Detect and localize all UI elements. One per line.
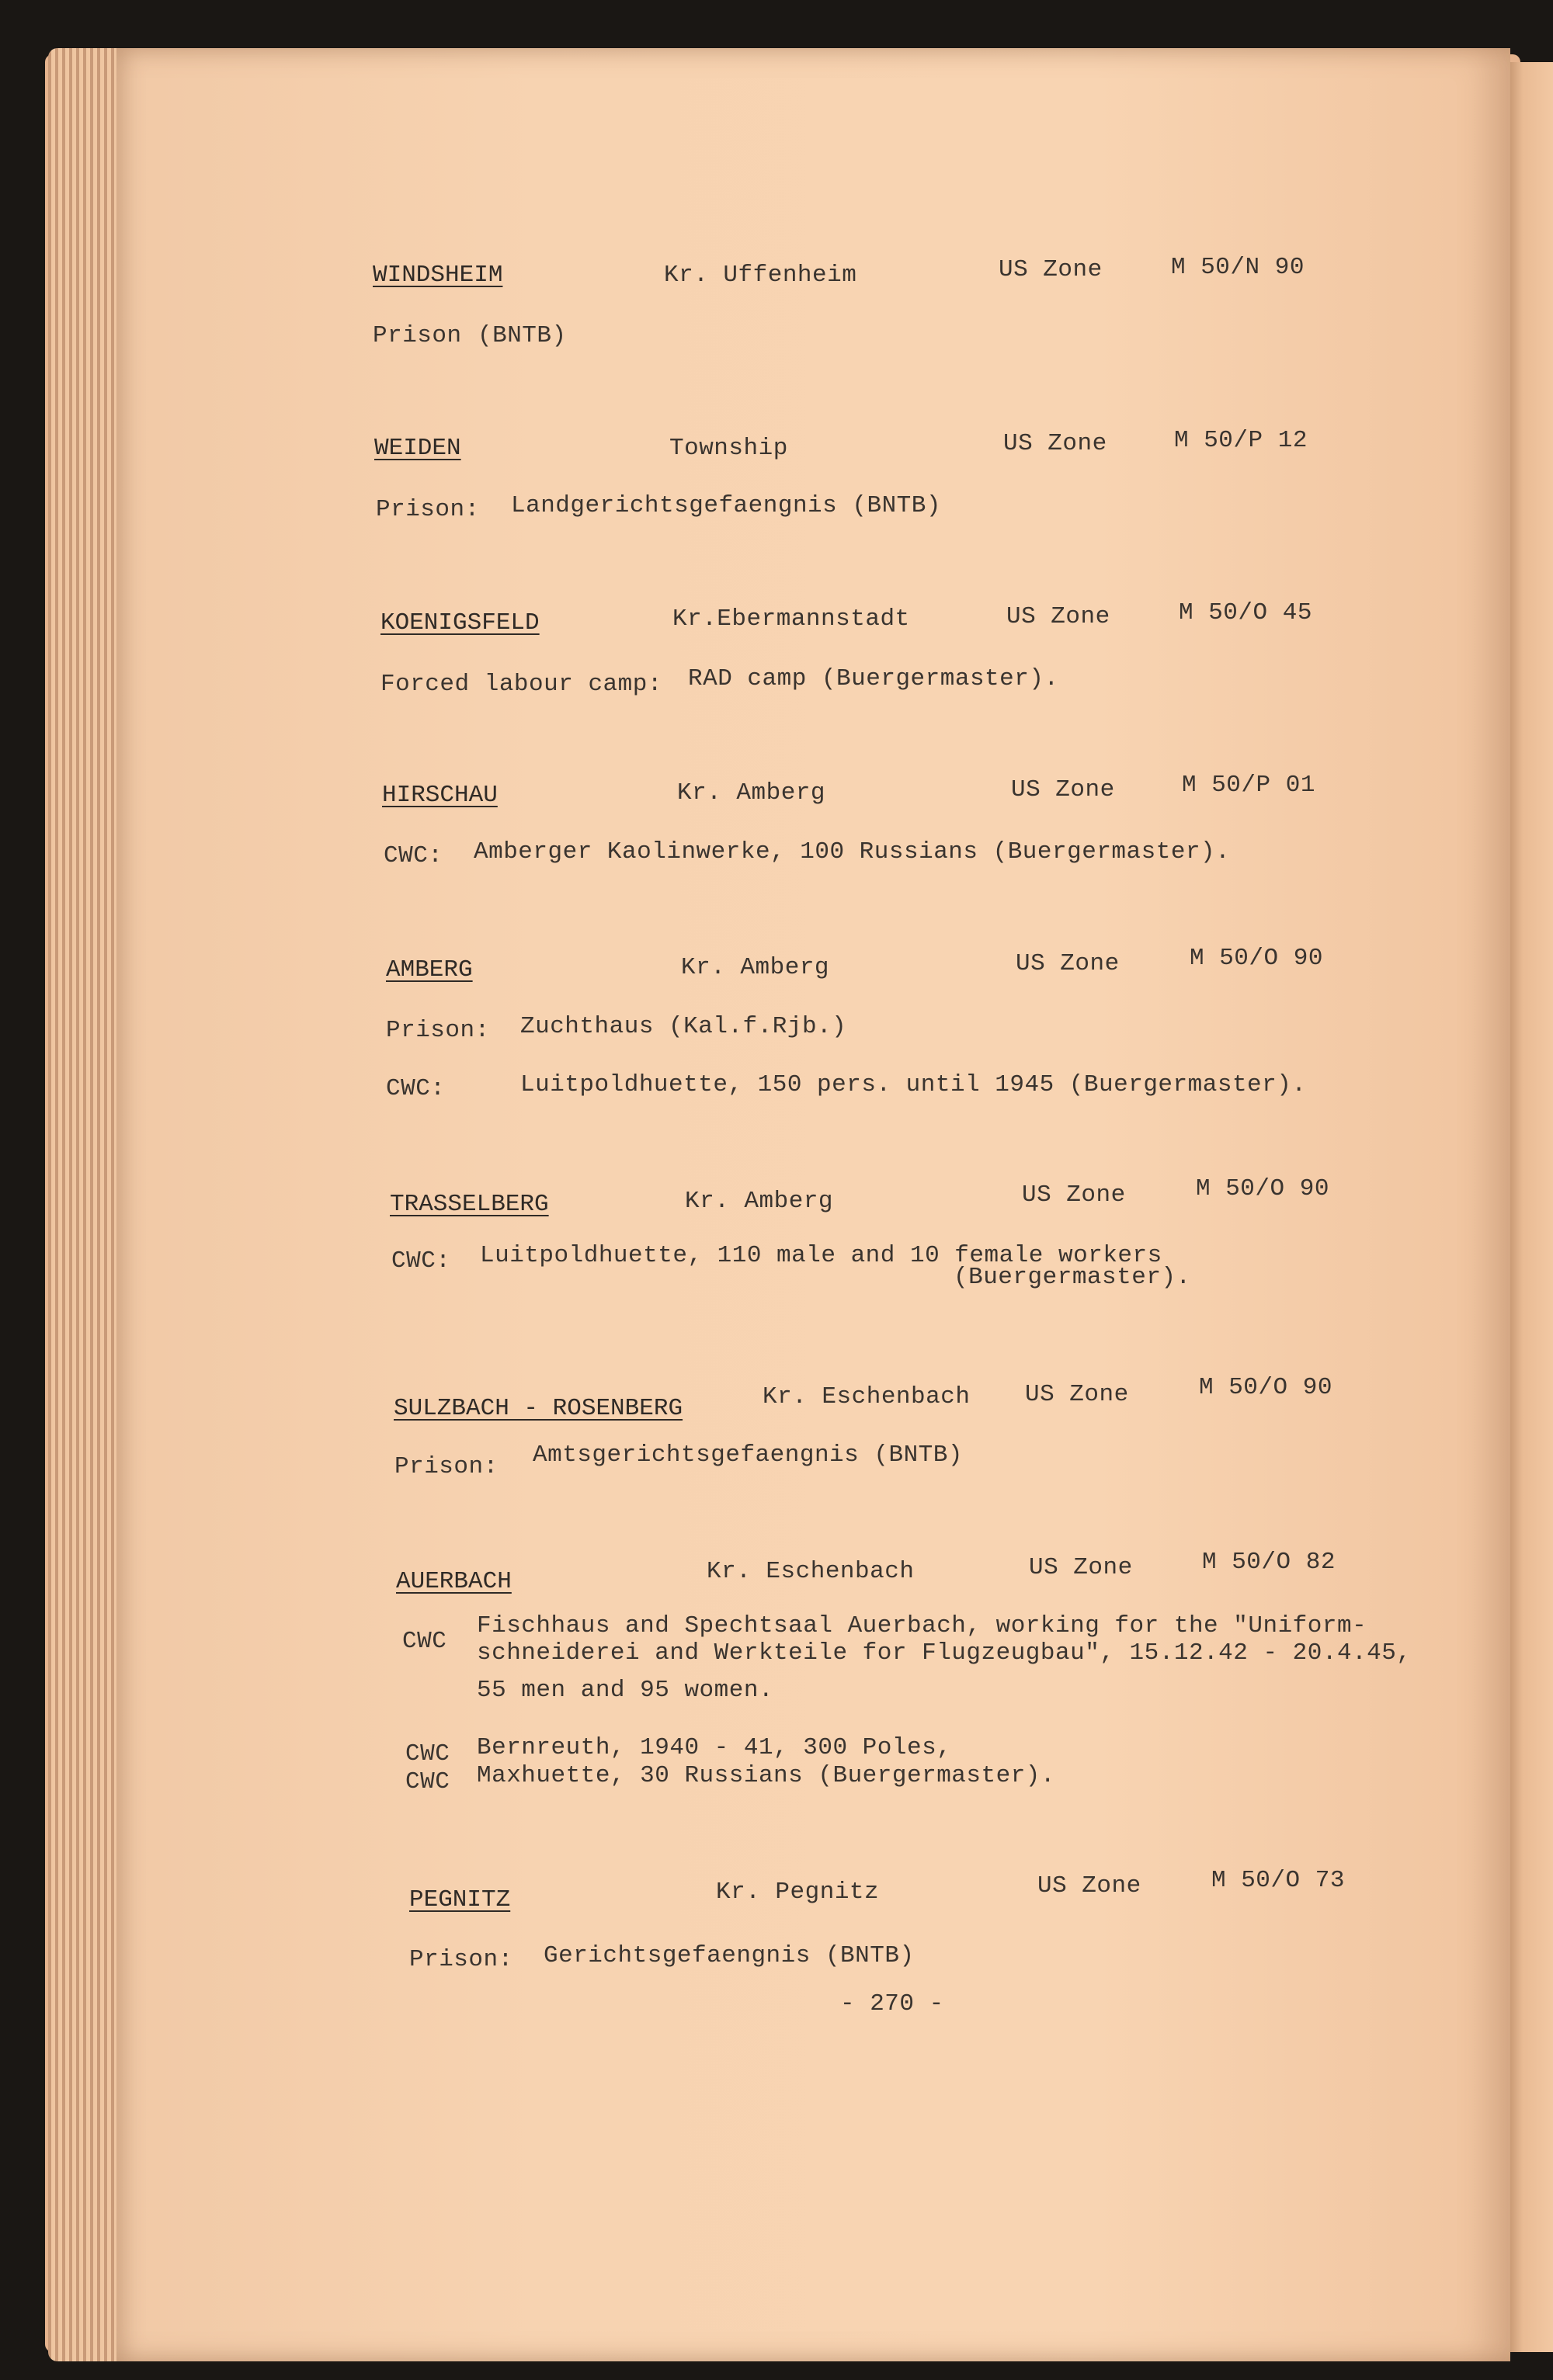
place-name: TRASSELBERG xyxy=(390,1191,549,1218)
place-name: AMBERG xyxy=(386,956,473,984)
district: Kr. Amberg xyxy=(681,954,830,981)
facility-label: CWC: xyxy=(386,1075,446,1102)
facility-description: Zuchthaus (Kal.f.Rjb.) xyxy=(520,1013,847,1040)
zone: US Zone xyxy=(1011,776,1115,803)
facility-description-continued: schneiderei and Werkteile for Flugzeugbau", 15.12.42 - 20.4.45, xyxy=(477,1639,1412,1667)
facility-label: Forced labour camp: xyxy=(380,671,662,698)
map-reference: M 50/N 90 xyxy=(1171,254,1305,281)
facility-label: Prison xyxy=(373,322,462,349)
district: Kr. Eschenbach xyxy=(707,1558,915,1585)
district: Township xyxy=(669,435,788,462)
district: Kr. Eschenbach xyxy=(763,1383,971,1410)
facility-label: CWC xyxy=(405,1768,450,1795)
facility-label: Prison: xyxy=(394,1453,499,1480)
map-reference: M 50/O 45 xyxy=(1179,599,1312,626)
facility-description: RAD camp (Buergermaster). xyxy=(688,665,1059,692)
zone: US Zone xyxy=(1025,1381,1129,1408)
facility-label: Prison: xyxy=(409,1946,513,1973)
facility-label: CWC xyxy=(405,1740,450,1768)
place-name: AUERBACH xyxy=(396,1568,512,1595)
page-number: - 270 - xyxy=(840,1990,944,2017)
facility-description: Luitpoldhuette, 150 pers. until 1945 (Buergermaster). xyxy=(520,1071,1307,1098)
district: Kr. Pegnitz xyxy=(716,1879,880,1906)
map-reference: M 50/P 01 xyxy=(1182,772,1315,799)
facility-description: Landgerichtsgefaengnis (BNTB) xyxy=(511,492,941,519)
facility-description: Gerichtsgefaengnis (BNTB) xyxy=(544,1942,915,1969)
place-name: KOENIGSFELD xyxy=(380,609,540,637)
map-reference: M 50/O 90 xyxy=(1196,1175,1329,1202)
place-name: HIRSCHAU xyxy=(382,782,498,809)
facility-label: Prison: xyxy=(376,496,480,523)
zone: US Zone xyxy=(1006,603,1110,630)
map-reference: M 50/O 73 xyxy=(1211,1867,1345,1894)
district: Kr. Uffenheim xyxy=(664,262,857,289)
facility-label: Prison: xyxy=(386,1017,490,1044)
place-name: WINDSHEIM xyxy=(373,262,503,289)
district: Kr. Amberg xyxy=(685,1188,834,1215)
facility-description: Bernreuth, 1940 - 41, 300 Poles, xyxy=(477,1734,952,1761)
district: Kr. Amberg xyxy=(677,779,826,807)
map-reference: M 50/O 90 xyxy=(1190,945,1323,972)
place-name: WEIDEN xyxy=(374,435,461,462)
facility-label: CWC: xyxy=(384,842,443,869)
place-name: SULZBACH - ROSENBERG xyxy=(394,1395,683,1422)
zone: US Zone xyxy=(1037,1872,1141,1899)
facility-label: CWC: xyxy=(391,1247,451,1275)
map-reference: M 50/O 90 xyxy=(1199,1374,1332,1401)
facility-description-continued: 55 men and 95 women. xyxy=(477,1677,774,1704)
zone: US Zone xyxy=(999,256,1103,283)
place-name: PEGNITZ xyxy=(409,1886,511,1913)
map-reference: M 50/P 12 xyxy=(1174,427,1308,454)
zone: US Zone xyxy=(1003,430,1107,457)
facility-label: CWC xyxy=(402,1628,447,1655)
zone: US Zone xyxy=(1022,1181,1126,1209)
zone: US Zone xyxy=(1029,1554,1133,1581)
facility-description: Fischhaus and Spechtsaal Auerbach, working for the "Uniform- xyxy=(477,1612,1367,1639)
facility-description: (BNTB) xyxy=(478,322,567,349)
map-reference: M 50/O 82 xyxy=(1202,1549,1336,1576)
district: Kr.Ebermannstadt xyxy=(672,605,910,633)
zone: US Zone xyxy=(1016,950,1120,977)
facility-description-continued: (Buergermaster). xyxy=(954,1264,1191,1291)
facility-description: Maxhuette, 30 Russians (Buergermaster). xyxy=(477,1762,1056,1789)
facility-description: Luitpoldhuette, 110 male and 10 female workers xyxy=(480,1242,1162,1269)
facility-description: Amberger Kaolinwerke, 100 Russians (Buergermaster). xyxy=(474,838,1231,866)
facility-description: Amtsgerichtsgefaengnis (BNTB) xyxy=(533,1442,963,1469)
